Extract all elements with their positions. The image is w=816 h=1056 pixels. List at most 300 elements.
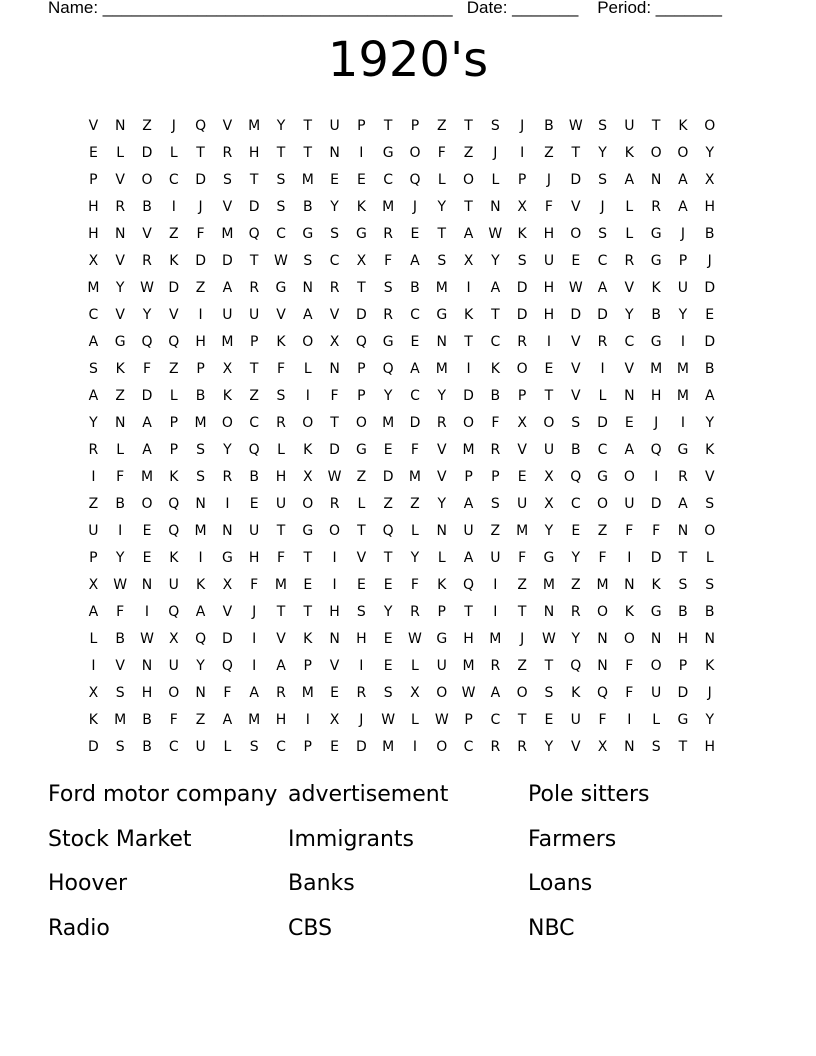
grid-letter: M <box>676 388 689 404</box>
grid-letter: M <box>676 361 689 377</box>
grid-letter: P <box>410 118 420 134</box>
grid-letter: Q <box>168 523 180 539</box>
grid-letter: B <box>570 442 581 458</box>
grid-letter: E <box>383 658 393 674</box>
grid-letter: Q <box>168 334 180 350</box>
grid-letter: E <box>410 334 420 350</box>
grid-letter: I <box>305 712 310 728</box>
grid-letter: U <box>436 658 447 674</box>
grid-letter: F <box>491 415 500 431</box>
grid-letter: D <box>248 199 260 215</box>
grid-letter: T <box>464 199 473 215</box>
grid-letter: Z <box>517 658 527 674</box>
grid-letter: T <box>678 550 688 566</box>
grid-letter: A <box>490 685 501 701</box>
grid-letter: V <box>276 307 286 323</box>
grid-letter: H <box>677 631 689 647</box>
grid-letter: W <box>408 631 422 647</box>
grid-letter: P <box>303 739 312 755</box>
grid-letter: I <box>627 550 632 566</box>
grid-letter: F <box>437 145 446 161</box>
grid-letter: N <box>141 577 153 593</box>
grid-letter: Q <box>409 172 421 188</box>
grid-letter: S <box>705 496 715 512</box>
grid-letter: E <box>383 577 393 593</box>
grid-letter: J <box>520 631 525 647</box>
grid-letter: H <box>329 604 340 620</box>
word-list-item: NBC <box>528 916 575 942</box>
grid-letter: N <box>624 388 635 404</box>
grid-letter: X <box>222 361 233 377</box>
grid-letter: L <box>223 739 232 755</box>
grid-letter: D <box>221 253 233 269</box>
grid-letter: K <box>678 118 688 134</box>
grid-letter: Y <box>437 199 447 215</box>
grid-letter: K <box>437 577 447 593</box>
grid-letter: E <box>410 226 420 242</box>
grid-letter: F <box>652 523 661 539</box>
grid-letter: T <box>330 415 339 431</box>
grid-letter: D <box>221 631 233 647</box>
grid-letter: H <box>543 280 555 296</box>
grid-letter: Z <box>570 577 581 593</box>
grid-letter: H <box>463 631 474 647</box>
grid-letter: N <box>222 523 233 539</box>
grid-letter: X <box>517 415 527 431</box>
grid-letter: W <box>140 631 154 647</box>
grid-letter: A <box>302 307 313 323</box>
grid-letter: S <box>598 172 607 188</box>
grid-letter: N <box>329 361 340 377</box>
grid-letter: C <box>490 712 501 728</box>
grid-letter: A <box>704 388 715 404</box>
grid-letter: M <box>408 469 421 485</box>
grid-letter: J <box>707 253 712 269</box>
grid-letter: L <box>411 712 419 728</box>
grid-letter: Y <box>196 658 205 674</box>
grid-letter: V <box>115 253 125 269</box>
grid-letter: B <box>115 496 125 512</box>
grid-letter: M <box>194 523 207 539</box>
grid-letter: D <box>409 415 421 431</box>
grid-letter: O <box>168 685 180 701</box>
grid-letter: Y <box>115 280 125 296</box>
grid-letter: D <box>329 442 340 458</box>
grid-letter: V <box>329 658 340 674</box>
grid-letter: Y <box>678 307 688 323</box>
grid-letter: U <box>195 739 206 755</box>
grid-letter: K <box>490 361 500 377</box>
grid-letter: F <box>625 523 634 539</box>
grid-letter: F <box>544 199 553 215</box>
grid-letter: L <box>169 388 178 404</box>
grid-letter: A <box>88 604 99 620</box>
grid-letter: O <box>436 685 448 701</box>
grid-letter: S <box>276 388 286 404</box>
grid-letter: P <box>169 415 179 431</box>
grid-letter: C <box>570 496 581 512</box>
grid-letter: V <box>570 334 581 350</box>
grid-letter: F <box>330 388 339 404</box>
grid-letter: T <box>276 145 286 161</box>
grid-letter: I <box>252 658 257 674</box>
grid-letter: V <box>570 199 581 215</box>
grid-letter: V <box>115 172 125 188</box>
grid-letter: T <box>651 118 661 134</box>
grid-letter: B <box>142 199 152 215</box>
grid-letter: X <box>597 739 608 755</box>
grid-letter: C <box>490 334 501 350</box>
grid-letter: O <box>221 415 233 431</box>
grid-letter: Y <box>705 145 714 161</box>
word-list-item: Ford motor company <box>48 782 278 807</box>
grid-letter: E <box>383 442 393 458</box>
grid-letter: A <box>142 442 152 458</box>
grid-letter: S <box>249 739 259 755</box>
grid-letter: E <box>571 523 581 539</box>
grid-letter: C <box>410 388 420 404</box>
grid-letter: H <box>248 145 260 161</box>
grid-letter: R <box>383 226 394 242</box>
grid-letter: Y <box>705 415 714 431</box>
grid-letter: D <box>141 145 153 161</box>
grid-letter: P <box>678 253 688 269</box>
grid-letter: K <box>169 550 179 566</box>
grid-letter: L <box>625 226 634 242</box>
grid-letter: Y <box>705 712 714 728</box>
grid-letter: I <box>627 712 632 728</box>
grid-letter: S <box>517 253 527 269</box>
grid-letter: M <box>301 172 314 188</box>
grid-letter: Q <box>168 604 180 620</box>
grid-letter: M <box>248 712 261 728</box>
grid-letter: U <box>168 658 179 674</box>
grid-letter: Z <box>517 577 527 593</box>
grid-letter: P <box>491 469 500 485</box>
grid-letter: R <box>329 280 340 296</box>
grid-letter: Q <box>248 442 260 458</box>
grid-letter: Q <box>382 523 394 539</box>
grid-letter: N <box>436 523 447 539</box>
grid-letter: K <box>222 388 232 404</box>
grid-letter: O <box>704 523 716 539</box>
grid-letter: A <box>142 415 152 431</box>
grid-letter: P <box>678 658 688 674</box>
grid-letter: L <box>116 442 125 458</box>
grid-letter: F <box>598 550 607 566</box>
grid-letter: R <box>678 469 688 485</box>
grid-letter: H <box>704 199 715 215</box>
grid-letter: K <box>356 199 366 215</box>
grid-letter: M <box>650 361 663 377</box>
grid-letter: G <box>382 145 394 161</box>
grid-letter: O <box>302 415 314 431</box>
grid-letter: S <box>222 172 232 188</box>
grid-letter: T <box>249 172 259 188</box>
grid-letter: J <box>707 685 712 701</box>
grid-letter: R <box>276 415 286 431</box>
grid-letter: N <box>543 604 555 620</box>
grid-letter: N <box>436 334 447 350</box>
grid-letter: I <box>144 604 150 620</box>
grid-letter: I <box>680 334 685 350</box>
grid-letter: X <box>302 469 313 485</box>
grid-letter: Z <box>249 388 259 404</box>
grid-letter: X <box>410 685 420 701</box>
grid-letter: B <box>142 712 152 728</box>
grid-letter: T <box>571 145 581 161</box>
grid-letter: S <box>544 685 554 701</box>
grid-letter: E <box>383 631 393 647</box>
grid-letter: I <box>654 469 659 485</box>
grid-letter: E <box>571 253 581 269</box>
grid-letter: S <box>598 118 607 134</box>
grid-letter: Y <box>571 631 581 647</box>
grid-letter: Z <box>195 280 206 296</box>
grid-letter: O <box>302 496 314 512</box>
grid-letter: V <box>115 658 125 674</box>
grid-letter: S <box>330 226 340 242</box>
grid-letter: O <box>597 496 609 512</box>
grid-letter: K <box>651 577 661 593</box>
grid-letter: L <box>277 442 285 458</box>
grid-letter: Y <box>491 253 500 269</box>
grid-letter: L <box>169 145 178 161</box>
grid-letter: Q <box>382 361 394 377</box>
grid-letter: A <box>678 496 688 512</box>
grid-letter: B <box>704 604 715 620</box>
grid-letter: V <box>142 226 152 242</box>
grid-letter: I <box>600 361 605 377</box>
grid-letter: K <box>517 226 527 242</box>
grid-letter: I <box>680 415 685 431</box>
grid-letter: U <box>543 253 555 269</box>
grid-letter: N <box>704 631 715 647</box>
grid-letter: L <box>705 550 714 566</box>
word-list-item: Pole sitters <box>528 782 650 807</box>
grid-letter: X <box>88 685 99 701</box>
grid-letter: M <box>221 226 234 242</box>
grid-letter: Q <box>570 469 582 485</box>
grid-letter: N <box>195 496 206 512</box>
grid-letter: K <box>303 631 313 647</box>
grid-letter: C <box>597 442 608 458</box>
word-list-item: advertisement <box>288 782 449 807</box>
grid-letter: G <box>221 550 233 566</box>
grid-letter: H <box>275 712 287 728</box>
grid-letter: L <box>89 631 98 647</box>
grid-letter: O <box>355 415 367 431</box>
grid-letter: R <box>222 469 233 485</box>
grid-letter: F <box>598 712 607 728</box>
grid-letter: U <box>329 118 340 134</box>
grid-letter: L <box>357 496 366 512</box>
grid-letter: N <box>114 118 126 134</box>
grid-letter: V <box>624 361 635 377</box>
grid-letter: O <box>677 145 689 161</box>
grid-letter: O <box>463 415 475 431</box>
grid-letter: M <box>382 199 395 215</box>
grid-letter: S <box>571 415 581 431</box>
grid-letter: Q <box>141 334 153 350</box>
grid-letter: X <box>544 469 554 485</box>
grid-letter: R <box>329 496 340 512</box>
grid-letter: R <box>597 334 608 350</box>
grid-letter: P <box>89 172 98 188</box>
grid-letter: M <box>489 631 502 647</box>
grid-letter: Z <box>195 712 206 728</box>
grid-letter: E <box>544 361 554 377</box>
grid-letter: T <box>383 550 393 566</box>
grid-letter: A <box>463 226 474 242</box>
grid-letter: E <box>330 739 339 755</box>
grid-letter: C <box>383 172 394 188</box>
grid-letter: Q <box>650 442 662 458</box>
grid-letter: T <box>437 226 447 242</box>
grid-letter: U <box>624 118 635 134</box>
grid-letter: Y <box>544 739 554 755</box>
grid-letter: B <box>651 307 661 323</box>
word-list-item: Loans <box>528 871 593 897</box>
grid-letter: K <box>195 577 206 593</box>
grid-letter: D <box>704 334 716 350</box>
grid-letter: F <box>169 712 178 728</box>
grid-letter: V <box>624 280 635 296</box>
grid-letter: R <box>356 685 367 701</box>
grid-letter: C <box>168 172 179 188</box>
grid-letter: I <box>91 658 96 674</box>
grid-letter: X <box>463 253 474 269</box>
grid-letter: R <box>490 658 501 674</box>
grid-letter: M <box>516 523 529 539</box>
grid-letter: O <box>623 469 635 485</box>
grid-letter: L <box>625 199 634 215</box>
grid-letter: E <box>303 577 313 593</box>
grid-letter: T <box>249 361 259 377</box>
grid-letter: N <box>329 631 340 647</box>
grid-letter: X <box>329 712 340 728</box>
grid-letter: W <box>113 577 128 593</box>
grid-letter: B <box>704 361 715 377</box>
grid-letter: D <box>355 739 367 755</box>
grid-letter: G <box>650 604 662 620</box>
word-list-item: Immigrants <box>288 826 414 852</box>
grid-letter: W <box>542 631 556 647</box>
grid-letter: T <box>464 334 473 350</box>
grid-letter: R <box>570 604 581 620</box>
grid-letter: Y <box>142 307 152 323</box>
grid-letter: U <box>222 307 233 323</box>
grid-letter: I <box>252 631 257 647</box>
grid-letter: T <box>276 604 286 620</box>
grid-letter: K <box>169 253 179 269</box>
grid-letter: S <box>383 280 393 296</box>
grid-letter: T <box>303 604 313 620</box>
grid-letter: Y <box>383 388 393 404</box>
grid-letter: T <box>464 604 473 620</box>
grid-letter: V <box>276 631 286 647</box>
grid-letter: M <box>382 739 395 755</box>
grid-letter: F <box>625 658 634 674</box>
grid-letter: U <box>168 577 179 593</box>
grid-letter: G <box>436 631 448 647</box>
grid-letter: A <box>88 388 99 404</box>
grid-letter: V <box>169 307 179 323</box>
grid-letter: D <box>650 496 662 512</box>
grid-letter: P <box>89 550 98 566</box>
grid-letter: W <box>461 685 476 701</box>
grid-letter: X <box>88 253 99 269</box>
grid-letter: G <box>650 334 662 350</box>
grid-letter: M <box>140 469 154 485</box>
grid-letter: G <box>677 442 689 458</box>
grid-letter: X <box>222 577 233 593</box>
grid-letter: S <box>115 685 125 701</box>
grid-letter: D <box>597 307 608 323</box>
grid-letter: V <box>517 442 527 458</box>
grid-letter: M <box>221 334 234 350</box>
grid-letter: D <box>168 280 180 296</box>
grid-letter: K <box>705 442 715 458</box>
grid-letter: M <box>462 442 475 458</box>
grid-letter: D <box>516 307 528 323</box>
grid-letter: R <box>222 145 233 161</box>
grid-letter: B <box>302 199 313 215</box>
grid-letter: O <box>409 145 421 161</box>
grid-letter: L <box>491 172 500 188</box>
grid-letter: N <box>677 523 689 539</box>
grid-letter: Z <box>436 118 447 134</box>
grid-letter: E <box>356 172 366 188</box>
grid-letter: J <box>359 712 364 728</box>
grid-letter: Z <box>463 145 474 161</box>
grid-letter: I <box>466 361 471 377</box>
grid-letter: A <box>195 604 206 620</box>
grid-letter: F <box>116 469 125 485</box>
grid-letter: I <box>91 469 96 485</box>
grid-letter: F <box>625 685 634 701</box>
grid-letter: K <box>463 307 474 323</box>
grid-letter: T <box>464 118 473 134</box>
word-list-item: Banks <box>288 871 355 897</box>
grid-letter: T <box>544 658 554 674</box>
grid-letter: S <box>705 577 715 593</box>
grid-letter: F <box>276 550 285 566</box>
grid-letter: R <box>624 253 635 269</box>
grid-letter: B <box>704 226 715 242</box>
grid-letter: U <box>570 712 581 728</box>
grid-letter: A <box>678 199 688 215</box>
grid-letter: M <box>194 415 207 431</box>
grid-letter: V <box>436 442 447 458</box>
grid-letter: P <box>464 469 473 485</box>
grid-letter: M <box>596 577 609 593</box>
grid-letter: C <box>276 739 286 755</box>
grid-letter: Y <box>571 550 581 566</box>
grid-letter: B <box>410 280 420 296</box>
grid-letter: Z <box>115 388 125 404</box>
grid-letter: Y <box>544 523 554 539</box>
grid-letter: R <box>517 334 528 350</box>
grid-letter: M <box>382 415 395 431</box>
grid-letter: I <box>198 550 203 566</box>
grid-letter: U <box>543 442 555 458</box>
grid-letter: E <box>249 496 259 512</box>
grid-letter: A <box>597 280 608 296</box>
grid-letter: H <box>88 226 99 242</box>
page-title: 1920's <box>327 32 489 88</box>
grid-letter: L <box>437 172 446 188</box>
